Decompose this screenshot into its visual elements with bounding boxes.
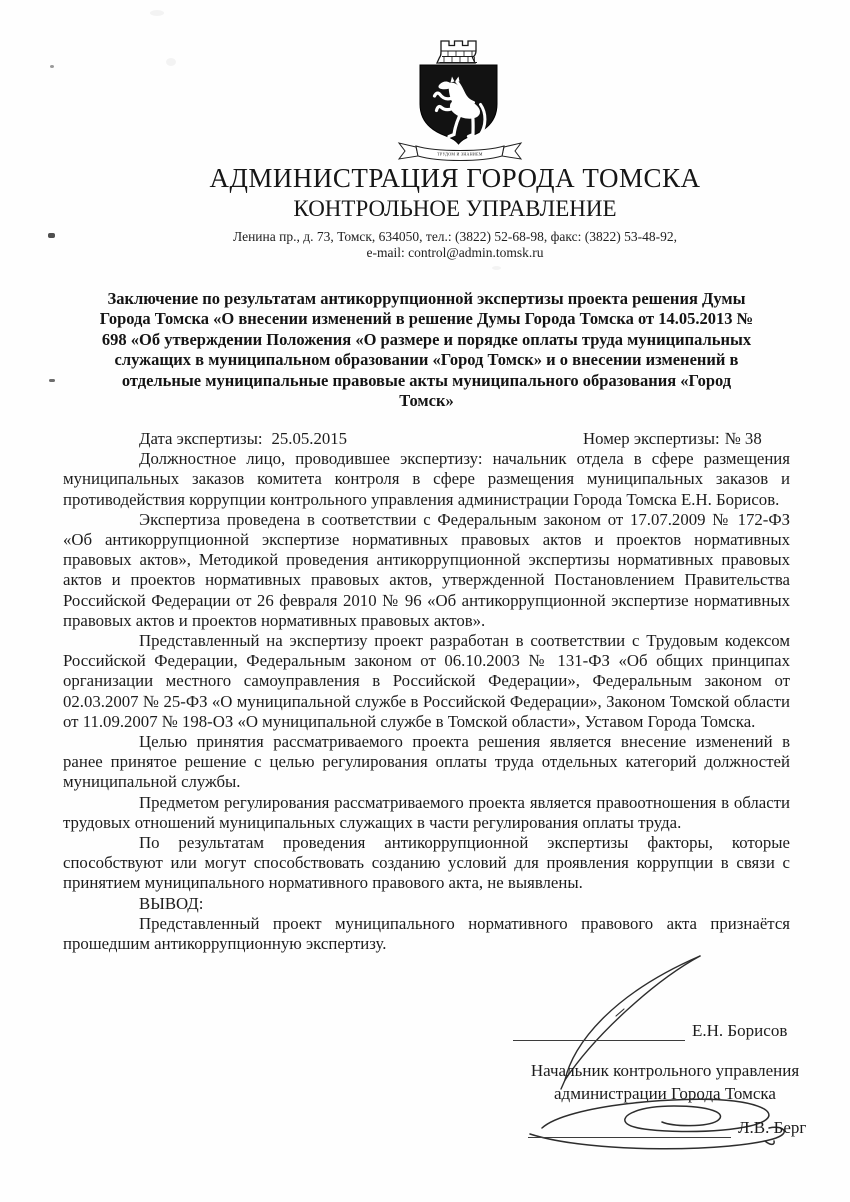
- scan-speck: [50, 65, 54, 68]
- body-paragraph: Экспертиза проведена в соответствии с Федеральным законом от 17.07.2009 № 172-ФЗ «Об антикоррупционной экспертизе нормативных правовых актов и проектов нормативных правовых актов», Методикой проведения антикоррупционной экспертизы нормативных правовых актов и проектов нормативных правовых актов, утвержденной Постановлением Правительства Российской Федерации от 26 февраля 2010 № 96 «Об антикоррупционной экспертизе нормативных правовых актов и проектов нормативных правовых актов».: [63, 509, 790, 630]
- body-paragraph: Предметом регулирования рассматриваемого проекта является правоотношения в области трудовых отношений муниципальных служащих в части регулирования оплаты труда.: [63, 792, 790, 832]
- expertise-date-value: 25.05.2015: [271, 429, 348, 448]
- document-body: [63, 429, 790, 954]
- tomsk-coat-of-arms-icon: [396, 38, 524, 164]
- address-line: Ленина пр., д. 73, Томск, 634050, тел.: (3822) 52-68-98, факс: (3822) 53-48-92,: [233, 229, 677, 244]
- conclusion-heading: ВЫВОД:: [139, 893, 204, 913]
- head-signature-name: Л.В. Берг: [738, 1118, 807, 1137]
- mural-crown-icon: [437, 41, 477, 63]
- head-position-line: Начальник контрольного управления: [530, 1061, 800, 1080]
- contact-block: [60, 229, 850, 261]
- conclusion-text: Представленный проект муниципального нормативного правового акта признаётся прошедшим антикоррупционную экспертизу.: [63, 913, 790, 954]
- body-paragraph: Должностное лицо, проводившее экспертизу: начальник отдела в сфере размещения муниципальных заказов комитета контроля в сфере размещения муниципальных заказов и противодействия коррупции контрольного управления администрации Города Томска Е.Н. Борисов.: [63, 449, 790, 509]
- body-paragraph: Представленный на экспертизу проект разработан в соответствии с Трудовым кодексом Российской Федерации, Федеральным законом от 06.10.2003 № 131-ФЗ «Об общих принципах организации местного самоуправления в Российской Федерации», Федеральным законом от 02.03.2007 № 25-ФЗ «О муниципальной службе в Российской Федерации», Законом Томской области от 11.09.2007 № 198-ОЗ «О муниципальной службе в Томской области», Уставом Города Томска.: [63, 631, 790, 731]
- head-position-line: администрации Города Томска: [554, 1083, 776, 1103]
- expertise-meta-row: [63, 429, 790, 449]
- scan-smudge: [492, 266, 501, 270]
- motto-ribbon-icon: [399, 143, 521, 161]
- title-line: Города Томска «О внесении изменений в решение Думы Города Томска от 14.05.2013 №: [99, 309, 754, 329]
- expertise-date: [139, 429, 347, 449]
- expertise-number: [583, 429, 762, 449]
- expertise-number-label: Номер экспертизы:: [583, 429, 720, 448]
- department-name: КОНТРОЛЬНОЕ УПРАВЛЕНИЕ: [293, 196, 617, 221]
- expert-signature-name: Е.Н. Борисов: [692, 1021, 788, 1040]
- document-title: [63, 289, 790, 411]
- motto-text: ТРУДОМ И ЗНАНИЕМ: [437, 151, 483, 157]
- email-line: e-mail: control@admin.tomsk.ru: [366, 245, 544, 260]
- letterhead: [60, 163, 850, 261]
- body-paragraph: По результатам проведения антикоррупционной экспертизы факторы, которые способствуют или могут способствовать созданию условий для проявления коррупции в связи с принятием муниципального нормативного правового акта, не выявлены.: [63, 833, 790, 893]
- body-paragraph: Целью принятия рассматриваемого проекта решения является внесение изменений в ранее принятое решение с целью регулирования оплаты труда отдельных категорий должностей муниципальной службы.: [63, 732, 790, 792]
- expertise-date-label: Дата экспертизы:: [139, 429, 263, 448]
- expert-signature-line: [513, 1040, 685, 1041]
- title-line: отдельные муниципальные правовые акты муниципального образования «Город: [121, 370, 732, 390]
- organization-name: АДМИНИСТРАЦИЯ ГОРОДА ТОМСКА: [209, 163, 701, 193]
- head-signature-line: [528, 1137, 731, 1138]
- scan-speck: [48, 233, 55, 238]
- scan-speck: [49, 379, 55, 382]
- title-line: служащих в муниципальном образовании «Город Томск» и о внесении изменений в: [114, 350, 739, 370]
- scan-smudge: [150, 10, 164, 16]
- title-line: Томск»: [399, 391, 454, 411]
- expertise-number-value: № 38: [724, 429, 762, 448]
- title-line: 698 «Об утверждении Положения «О размере и порядке оплаты труда муниципальных: [101, 329, 752, 349]
- scan-smudge: [166, 58, 176, 66]
- title-line: Заключение по результатам антикоррупционной экспертизы проекта решения Думы: [107, 289, 746, 308]
